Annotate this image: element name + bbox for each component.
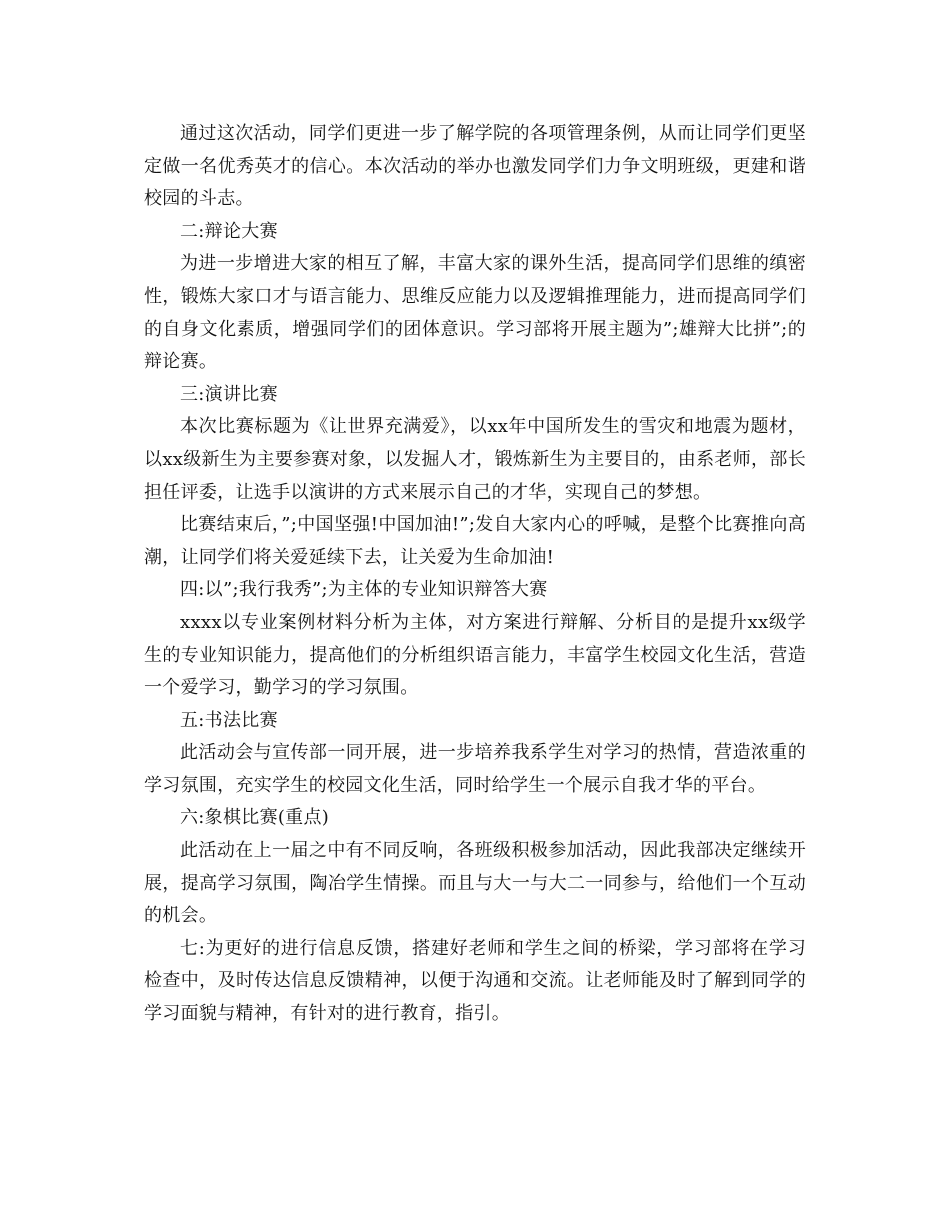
heading-chess-contest: 六:象棋比赛(重点): [180, 807, 330, 829]
paragraph-activity-summary: 通过这次活动，同学们更进一步了解学院的各项管理条例，从而让同学们更坚定做一名优秀英才的信心。本次活动的举办也激发同学们力争文明班级，更建和谐校园的斗志。: [144, 123, 806, 210]
paragraph-knowledge-contest: xxxx以专业案例材料分析为主体，对方案进行辩解、分析目的是提升xx级学生的专业知识能力，提高他们的分析组织语言能力，丰富学生校园文化生活，营造一个爱学习，勤学习的学习氛围。: [144, 611, 806, 699]
paragraph-speech-result: 比赛结束后，”;中国坚强!中国加油!”;发自大家内心的呼喊，是整个比赛推向高潮，让同学们将关爱延续下去，让关爱为生命加油!: [144, 514, 806, 568]
paragraph-feedback: 七:为更好的进行信息反馈，搭建好老师和学生之间的桥梁，学习部将在学习检查中，及时传达信息反馈精神，以便于沟通和交流。让老师能及时了解到同学的学习面貌与精神，有针对的进行教育，指引。: [144, 937, 806, 1025]
heading-speech-contest: 三:演讲比赛: [180, 383, 278, 405]
heading-knowledge-contest: 四:以”;我行我秀”;为主体的专业知识辩答大赛: [180, 579, 548, 601]
paragraph-debate-contest: 为进一步增进大家的相互了解，丰富大家的课外生活，提高同学们思维的缜密性，锻炼大家口才与语言能力、思维反应能力以及逻辑推理能力，进而提高同学们的自身文化素质，增强同学们的团体意识。学习部将开展主题为”;雄辩大比拼”;的辩论赛。: [144, 253, 806, 373]
paragraph-chess-contest: 此活动在上一届之中有不同反响，各班级积极参加活动，因此我部决定继续开展，提高学习氛围，陶冶学生情操。而且与大一与大二一同参与，给他们一个互动的机会。: [144, 840, 806, 927]
paragraph-speech-contest: 本次比赛标题为《让世界充满爱》，以xx年中国所发生的雪灾和地震为题材，以xx级新生为主要参赛对象，以发掘人才，锻炼新生为主要目的，由系老师，部长担任评委，让选手以演讲的方式来展示自己的才华，实现自己的梦想。: [144, 416, 806, 503]
heading-debate-contest: 二:辩论大赛: [180, 220, 278, 242]
document-body: [144, 118, 806, 1031]
paragraph-calligraphy-contest: 此活动会与宣传部一同开展，进一步培养我系学生对学习的热情，营造浓重的学习氛围，充实学生的校园文化生活，同时给学生一个展示自我才华的平台。: [144, 742, 806, 796]
heading-calligraphy-contest: 五:书法比赛: [180, 709, 278, 731]
